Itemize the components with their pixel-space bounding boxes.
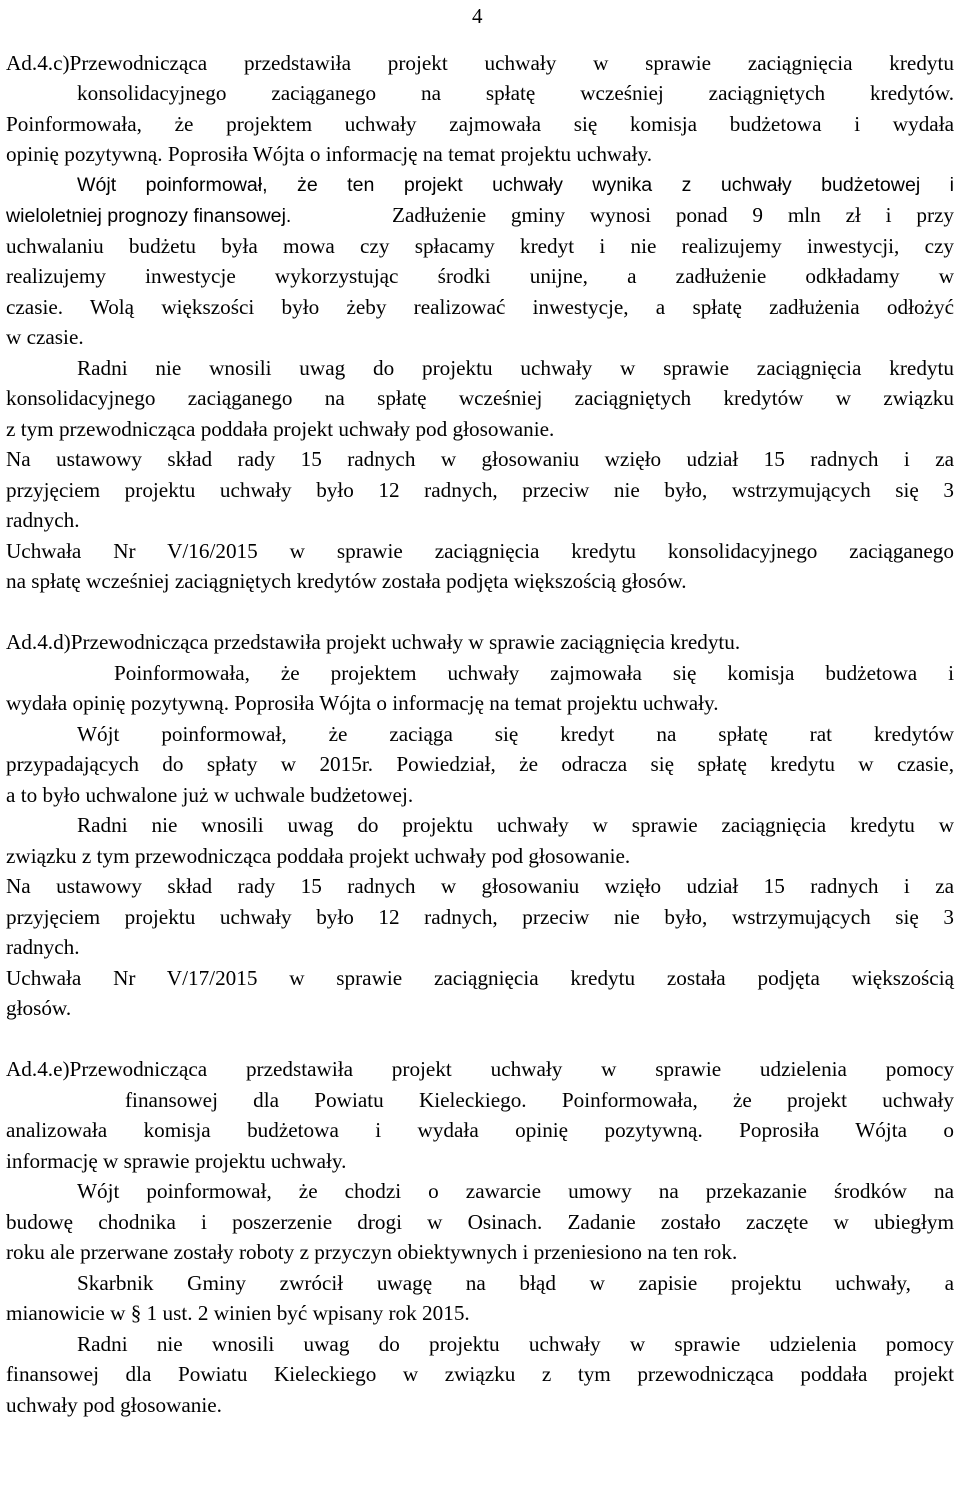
section-heading-continued: informację w sprawie projektu uchwały. [6,1149,347,1173]
resolution: Uchwała Nr V/17/2015 w sprawie zaciągnięcia kredytu została podjęta większością [6,966,954,990]
treasurer-remark: mianowicie w § 1 ust. 2 winien być wpisany rok 2015. [6,1301,470,1325]
committee-info: Poinformowała, że projektem uchwały zajmowała się komisja budżetowa i [114,661,954,685]
mayor-statement: Wójt poinformował, że chodzi o zawarcie umowy na przekazanie środków na [77,1179,954,1203]
document-page [6,0,954,1488]
council-remarks: Radni nie wnosili uwag do projektu uchwały w sprawie zaciągnięcia kredytu w [77,813,954,837]
council-remarks: związku z tym przewodnicząca poddała projekt uchwały pod głosowanie. [6,844,631,868]
mayor-statement: a to było uchwalone już w uchwale budżetowej. [6,783,414,807]
council-remarks: finansowej dla Powiatu Kieleckiego w związku z tym przewodnicząca poddała projekt [6,1362,954,1386]
vote-result: Na ustawowy skład rady 15 radnych w głosowaniu wzięło udział 15 radnych i za [6,447,954,471]
committee-info-text: opinię pozytywną. Poprosiła Wójta o informację na temat projektu uchwały. [6,142,653,166]
mayor-statement: budowę chodnika i poszerzenie drogi w Osinach. Zadanie zostało zaczęte w ubiegłym [6,1210,954,1234]
mayor-statement: Wójt poinformował, że zaciąga się kredyt na spłatę rat kredytów [77,722,954,746]
mayor-statement: roku ale przerwane zostały roboty z przyczyn obiektywnych i przeniesiono na ten rok. [6,1240,738,1264]
section-heading: Ad.4.c)Przewodnicząca przedstawiła projekt uchwały w sprawie zaciągnięcia kredytu [6,51,954,75]
vote-result: przyjęciem projektu uchwały było 12 radnych, przeciw nie było, wstrzymujących się 3 [6,905,954,929]
section-heading-continued: analizowała komisja budżetowa i wydała opinię pozytywną. Poprosiła Wójta o [6,1118,954,1142]
section-heading-continued: finansowej dla Powiatu Kieleckiego. Poinformowała, że projekt uchwały [125,1088,954,1112]
vote-result: radnych. [6,508,80,532]
section-heading-continued: konsolidacyjnego zaciąganego na spłatę wcześniej zaciągniętych kredytów. [77,81,954,105]
mayor-statement-text: wieloletniej prognozy finansowej. [6,205,292,227]
vote-result: Na ustawowy skład rady 15 radnych w głosowaniu wzięło udział 15 radnych i za [6,874,954,898]
resolution: Uchwała Nr V/16/2015 w sprawie zaciągnięcia kredytu konsolidacyjnego zaciąganego [6,539,954,563]
page-number: 4 [472,4,483,28]
mayor-statement: przypadających do spłaty w 2015r. Powiedział, że odracza się spłatę kredytu w czasie, [6,752,954,776]
debt-statement: w czasie. [6,325,84,349]
council-remarks: uchwały pod głosowanie. [6,1393,222,1417]
debt-statement: uchwalaniu budżetu była mowa czy spłacamy kredyt i nie realizujemy inwestycji, czy [6,234,954,258]
committee-info: wydała opinię pozytywną. Poprosiła Wójta o informację na temat projektu uchwały. [6,691,719,715]
committee-info: Poinformowała, że projektem uchwały zajmowała się komisja budżetowa i wydała [6,112,954,136]
section-heading: Ad.4.e)Przewodnicząca przedstawiła projekt uchwały w sprawie udzielenia pomocy [6,1057,954,1081]
debt-statement: Zadłużenie gminy wynosi ponad 9 mln zł i przy [392,203,954,227]
section-heading: Ad.4.d)Przewodnicząca przedstawiła projekt uchwały w sprawie zaciągnięcia kredytu. [6,630,741,654]
debt-statement: czasie. Wolą większości było żeby realizować inwestycje, a spłatę zadłużenia odłożyć [6,295,954,319]
resolution: głosów. [6,996,72,1020]
committee-info [6,140,954,169]
council-remarks: z tym przewodnicząca poddała projekt uchwały pod głosowanie. [6,417,555,441]
vote-result: radnych. [6,935,80,959]
vote-result: przyjęciem projektu uchwały było 12 radnych, przeciw nie było, wstrzymujących się 3 [6,478,954,502]
treasurer-remark: Skarbnik Gminy zwrócił uwagę na błąd w zapisie projektu uchwały, a [77,1271,954,1295]
mayor-statement: Wójt poinformował, że ten projekt uchwały wynika z uchwały budżetowej i [77,174,954,196]
debt-statement: realizujemy inwestycje wykorzystując środki unijne, a zadłużenie odkładamy w [6,264,954,288]
council-remarks: Radni nie wnosili uwag do projektu uchwały w sprawie udzielenia pomocy [77,1332,954,1356]
council-remarks: konsolidacyjnego zaciąganego na spłatę wcześniej zaciągniętych kredytów w związku [6,386,954,410]
council-remarks: Radni nie wnosili uwag do projektu uchwały w sprawie zaciągnięcia kredytu [77,356,954,380]
resolution: na spłatę wcześniej zaciągniętych kredytów została podjęta większością głosów. [6,569,687,593]
